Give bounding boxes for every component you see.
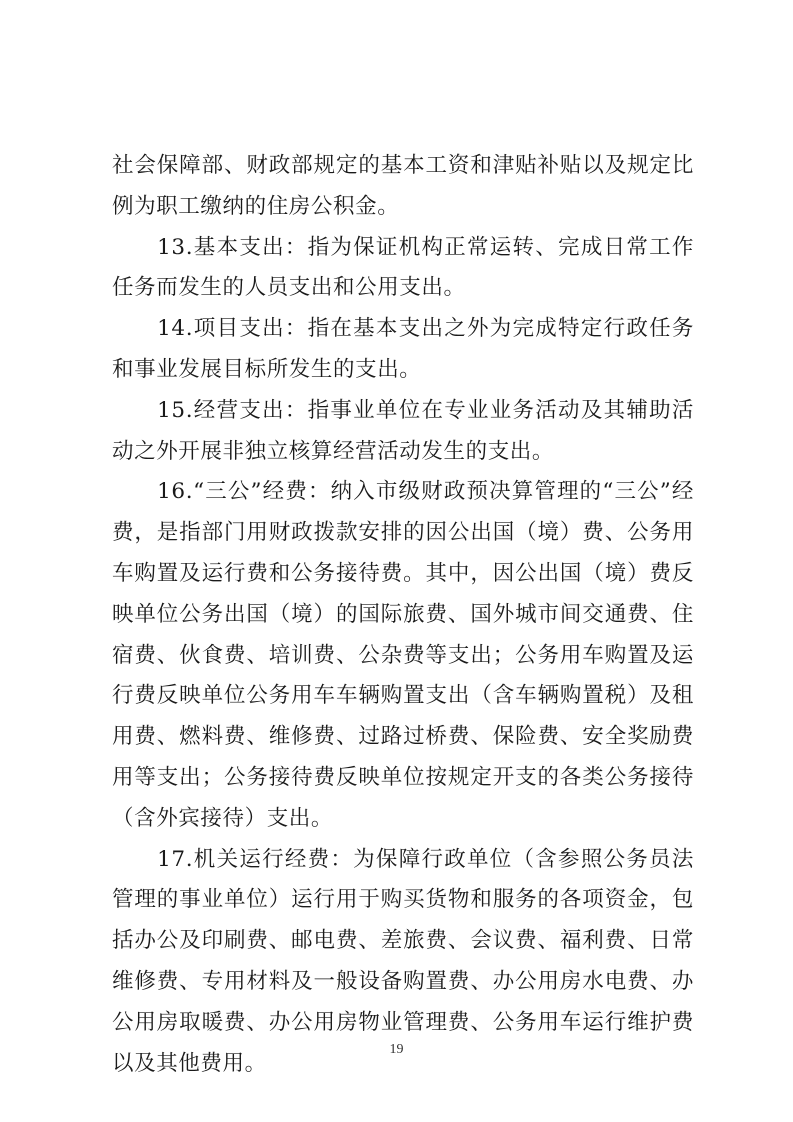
paragraph-project-expenditure: 14.项目支出：指在基本支出之外为完成特定行政任务和事业发展目标所发生的支出。 [112, 316, 694, 382]
page-body [112, 146, 694, 1084]
paragraph-continuation: 社会保障部、财政部规定的基本工资和津贴补贴以及规定比例为职工缴纳的住房公积金。 [112, 153, 694, 219]
paragraph-three-public-expenses: 16.“三公”经费：纳入市级财政预决算管理的“三公”经费，是指部门用财政拨款安排的因公出国（境）费、公务用车购置及运行费和公务接待费。其中，因公出国（境）费反映单位公务出国（境）的国际旅费、国外城市间交通费、住宿费、伙食费、培训费、公杂费等支出；公务用车购置及运行费反映单位公务用车车辆购置支出（含车辆购置税）及租用费、燃料费、维修费、过路过桥费、保险费、安全奖励费用等支出；公务接待费反映单位按规定开支的各类公务接待（含外宾接待）支出。 [112, 479, 694, 831]
paragraph-operating-expenditure: 15.经营支出：指事业单位在专业业务活动及其辅助活动之外开展非独立核算经营活动发生的支出。 [112, 397, 694, 464]
paragraph-agency-operating-expenses: 17.机关运行经费：为保障行政单位（含参照公务员法管理的事业单位）运行用于购买货物和服务的各项资金，包括办公及印刷费、邮电费、差旅费、会议费、福利费、日常维修费、专用材料及一般设备购置费、办公用房水电费、办公用房取暖费、办公用房物业管理费、公务用车运行维护费以及其他费用。 [112, 846, 694, 1076]
page-number: 19 [389, 1042, 404, 1057]
paragraph-basic-expenditure: 13.基本支出：指为保证机构正常运转、完成日常工作任务而发生的人员支出和公用支出。 [112, 234, 694, 301]
